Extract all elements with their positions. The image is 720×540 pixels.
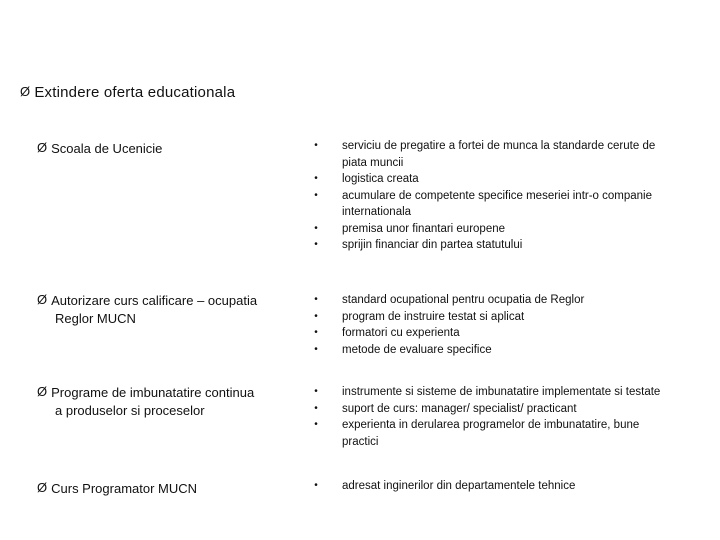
section-title [37,140,297,158]
bullet-text: premisa unor finantari europene [342,222,506,235]
bullet-dot-icon: • [314,480,318,491]
section-title [37,480,297,498]
bullet-text: internationala [342,206,412,218]
bullet-dot-icon: • [314,222,318,234]
bullet-dot-icon: • [314,140,318,151]
arrow-bullet-icon: Ø [37,384,48,399]
section-title-line: Curs Programator MUCN [51,481,198,496]
bullet-list [312,384,712,450]
arrow-bullet-icon: Ø [37,140,48,155]
bullet-list [312,292,712,358]
arrow-bullet-icon: Ø [20,84,31,99]
bullet-item [312,309,712,326]
section-title-line: Reglor MUCN [55,311,136,326]
section-title-line: a produselor si proceselor [55,403,205,418]
bullet-dot-icon: • [314,294,318,305]
bullet-text: adresat inginerilor din departamentele tehnice [342,480,576,492]
bullet-item [312,171,712,188]
bullet-item [312,237,712,254]
section-title-line: Programe de imbunatatire continua [51,385,255,400]
bullet-dot-icon: • [314,189,318,201]
bullet-dot-icon: • [314,173,318,184]
bullet-dot-icon: • [314,327,318,338]
bullet-dot-icon: • [314,402,318,414]
bullet-text: practici [342,435,379,448]
section-title-line: Scoala de Ucenicie [51,141,163,156]
arrow-bullet-icon: Ø [37,292,48,307]
main-heading-text: Extindere oferta educationala [34,84,236,101]
bullet-item [312,478,712,495]
bullet-dot-icon: • [314,310,318,322]
bullet-dot-icon: • [314,386,318,397]
bullet-text: metode de evaluare specifice [342,343,492,356]
bullet-item [312,221,712,238]
bullet-text: acumulare de competente specifice meseriei intr-o companie [342,189,653,202]
bullet-text: logistica creata [342,173,419,185]
bullet-text: formatori cu experienta [342,327,460,339]
bullet-text: standard ocupational pentru ocupatia de Reglor [342,294,585,306]
section-title [37,292,297,328]
bullet-text: piata muncii [342,156,404,169]
arrow-bullet-icon: Ø [37,480,48,495]
bullet-list [312,138,712,254]
bullet-dot-icon: • [314,343,318,355]
bullet-text: serviciu de pregatire a fortei de munca la standarde cerute de [342,140,656,152]
bullet-item [312,417,712,450]
bullet-text: program de instruire testat si aplicat [342,310,525,323]
bullet-item [312,188,712,221]
bullet-text: experienta in derularea programelor de imbunatatire, bune [342,419,640,431]
bullet-item [312,401,712,418]
bullet-dot-icon: • [314,239,318,250]
section-title-line: Autorizare curs calificare – ocupatia [51,293,258,308]
main-heading [20,84,235,101]
bullet-item [312,138,712,171]
bullet-item [312,325,712,342]
bullet-list [312,478,712,495]
bullet-text: instrumente si sisteme de imbunatatire implementate si testate [342,386,661,398]
bullet-text: sprijin financiar din partea statutului [342,239,523,251]
bullet-item [312,384,712,401]
bullet-item [312,292,712,309]
bullet-item [312,342,712,359]
bullet-dot-icon: • [314,419,318,430]
section-title [37,384,297,420]
bullet-text: suport de curs: manager/ specialist/ practicant [342,402,577,415]
